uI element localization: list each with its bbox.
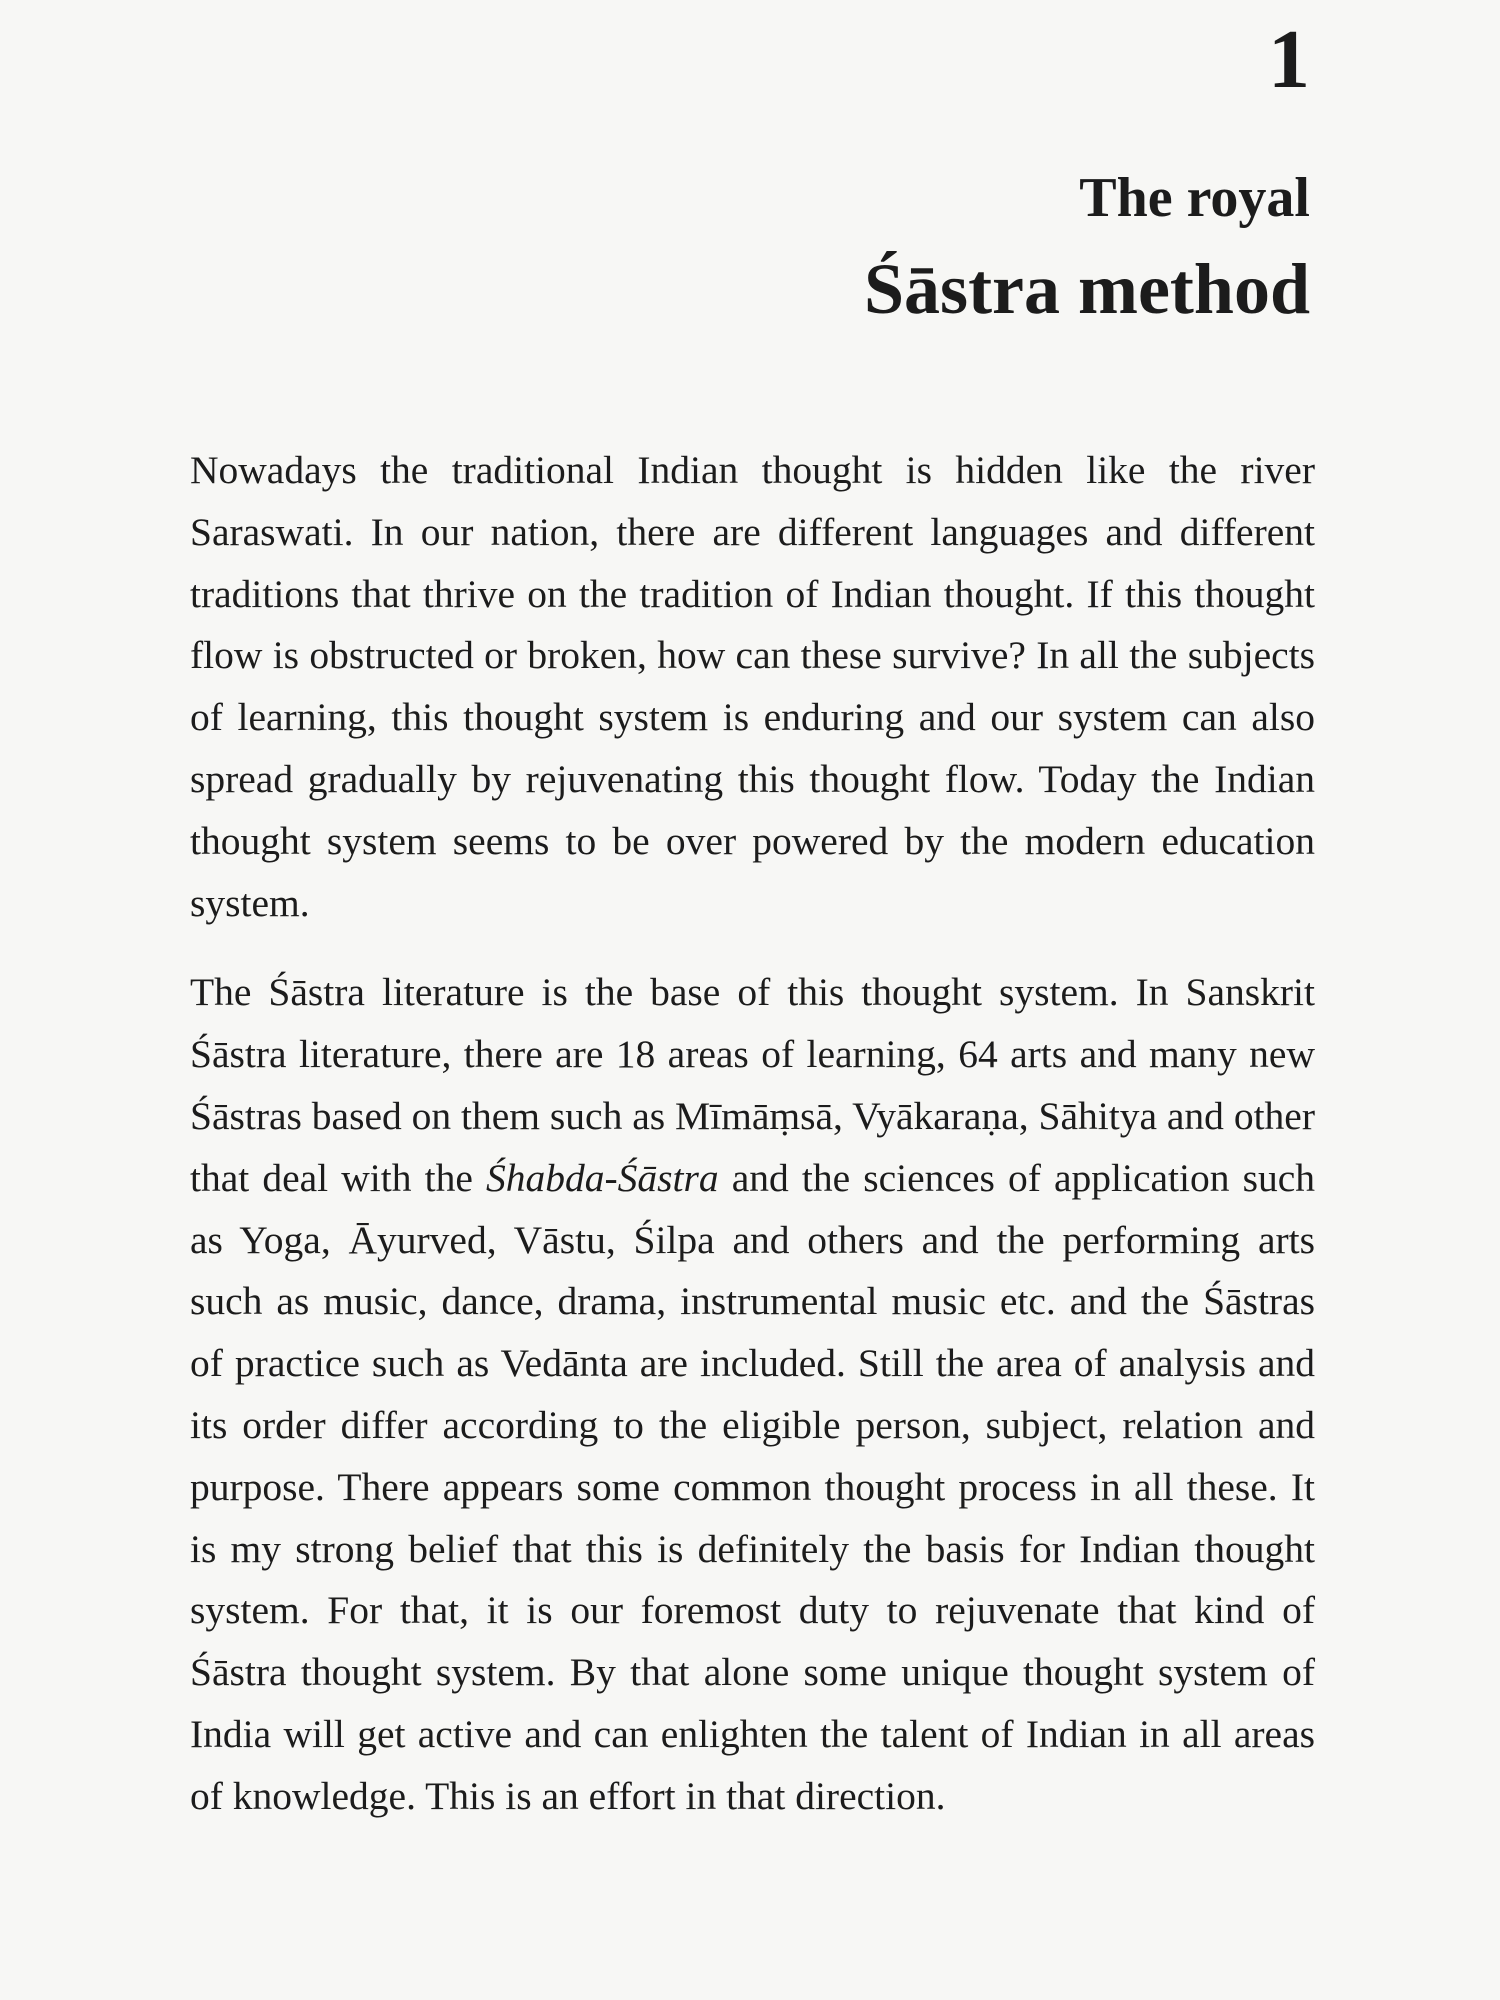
chapter-body (190, 440, 1315, 1828)
paragraph-2 (190, 962, 1315, 1827)
chapter-title-line-1: The royal (1079, 167, 1310, 229)
paragraph-1: Nowadays the traditional Indian thought is hidden like the river Saraswati. In our nation, there are different languages and different traditions that thrive on the tradition of Indian thought. If this thought flow is obstructed or broken, how can these survive? In all the subjects of learning, this thought system is enduring and our system can also spread gradually by rejuvenating this thought flow. Today the Indian thought system seems to be over powered by the modern education system. (190, 448, 1315, 925)
chapter-title-line-2: Śāstra method (864, 249, 1310, 329)
paragraph-2-text-start: The Śāstra literature is the base of this thought system. In Sanskrit Śāstra literature, there are 18 areas of learning, 64 arts and many new Śāstras based on them such as Mīmāṃsā, Vyākaraṇa, Sāhitya and other that deal with the (190, 970, 1315, 1200)
paragraph-2-text-end: and the sciences of application such as Yoga, Āyurved, Vāstu, Śilpa and others and the performing arts such as music, dance, drama, instrumental music etc. and the Śāstras of practice such as Vedānta are included. Still the area of analysis and its order differ according to the eligible person, subject, relation and purpose. There appears some common thought process in all these. It is my strong belief that this is definitely the basis for Indian thought system. For that, it is our foremost duty to rejuvenate that kind of Śāstra thought system. By that alone some unique thought system of India will get active and can enlighten the talent of Indian in all areas of knowledge. This is an effort in that direction. (190, 1155, 1316, 1818)
chapter-number: 1 (1268, 13, 1310, 106)
paragraph-2-italic-term: Śhabda-Śāstra (485, 1155, 719, 1200)
